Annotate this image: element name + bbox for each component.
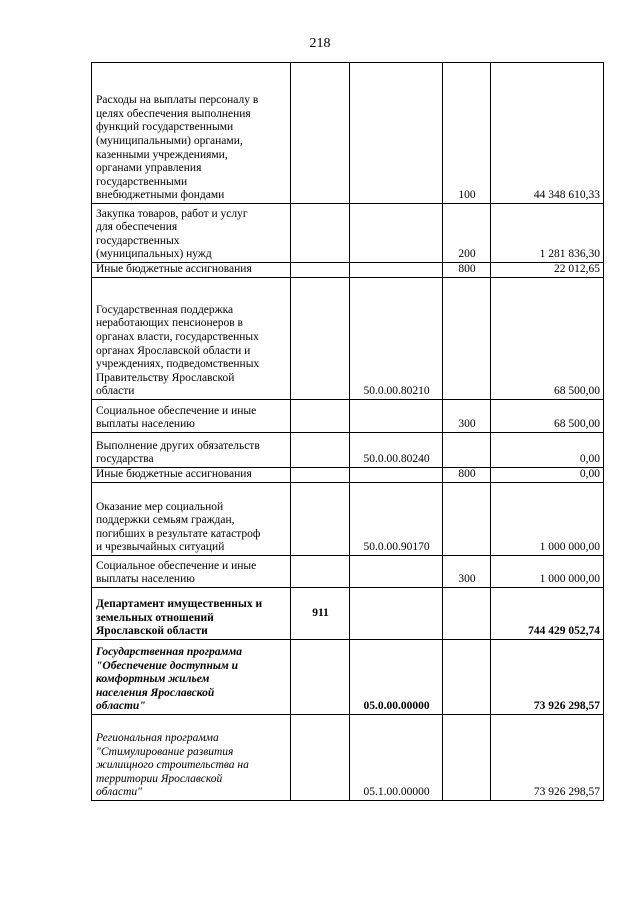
row-target-article-cell <box>350 63 443 204</box>
row-amount-cell: 68 500,00 <box>491 400 604 433</box>
page-number: 218 <box>309 36 331 51</box>
row-name-cell <box>92 640 291 715</box>
row-name-text: Департамент имущественных и земельных отношений Ярославской области <box>96 598 263 638</box>
row-expense-type-cell <box>443 278 491 400</box>
row-amount-cell: 68 500,00 <box>491 278 604 400</box>
row-amount-cell: 744 429 052,74 <box>491 588 604 640</box>
row-name-text: Иные бюджетные ассигнования <box>96 263 252 276</box>
row-name-text: Социальное обеспечение и иные выплаты населению <box>96 404 257 431</box>
row-department-code-cell <box>291 278 350 400</box>
row-department-code-cell <box>291 483 350 556</box>
row-department-code-cell <box>291 640 350 715</box>
table-row <box>92 468 604 483</box>
row-expense-type-cell: 200 <box>443 204 491 263</box>
row-target-article-cell: 50.0.00.80210 <box>350 278 443 400</box>
row-target-article-cell <box>350 263 443 278</box>
table-row <box>92 204 604 263</box>
row-name-cell <box>92 483 291 556</box>
row-name-cell <box>92 278 291 400</box>
table-row <box>92 483 604 556</box>
row-department-code-cell <box>291 468 350 483</box>
row-expense-type-cell <box>443 483 491 556</box>
table-row <box>92 556 604 588</box>
row-name-cell <box>92 433 291 468</box>
row-name-cell <box>92 715 291 801</box>
table-row <box>92 640 604 715</box>
row-name-text: Закупка товаров, работ и услуг для обеспечения государственных (муниципальных) нужд <box>96 207 248 261</box>
row-expense-type-cell <box>443 588 491 640</box>
row-expense-type-cell: 100 <box>443 63 491 204</box>
table-row <box>92 588 604 640</box>
table-row <box>92 400 604 433</box>
row-name-text: Иные бюджетные ассигнования <box>96 468 252 481</box>
row-target-article-cell <box>350 204 443 263</box>
row-department-code-cell <box>291 263 350 278</box>
row-name-cell <box>92 556 291 588</box>
row-name-cell <box>92 263 291 278</box>
row-name-cell <box>92 204 291 263</box>
row-expense-type-cell <box>443 433 491 468</box>
row-target-article-cell: 50.0.00.90170 <box>350 483 443 556</box>
row-department-code-cell <box>291 433 350 468</box>
row-name-text: Государственная программа "Обеспечение доступным и комфортным жильем населения Ярославской области" <box>96 646 243 713</box>
row-target-article-cell <box>350 556 443 588</box>
row-amount-cell: 0,00 <box>491 468 604 483</box>
row-department-code-cell <box>291 715 350 801</box>
budget-table <box>91 62 604 801</box>
row-name-cell <box>92 63 291 204</box>
budget-table-body <box>92 63 604 801</box>
row-expense-type-cell: 800 <box>443 468 491 483</box>
row-department-code-cell <box>291 63 350 204</box>
table-row <box>92 715 604 801</box>
row-name-text: Расходы на выплаты персоналу в целях обеспечения выполнения функций государственными (муниципальными) органами, казенными учреждениями, органами управления государственными внебюджетными фондами <box>96 94 259 202</box>
table-row <box>92 278 604 400</box>
row-name-cell <box>92 468 291 483</box>
row-department-code-cell <box>291 400 350 433</box>
row-expense-type-cell <box>443 640 491 715</box>
row-name-cell <box>92 588 291 640</box>
row-target-article-cell: 05.0.00.00000 <box>350 640 443 715</box>
row-name-text: Государственная поддержка неработающих пенсионеров в органах власти, государственных органах Ярославской области и учреждениях, подведомственных Правительству Ярославской области <box>96 303 260 398</box>
row-amount-cell: 44 348 610,33 <box>491 63 604 204</box>
table-row <box>92 263 604 278</box>
table-row <box>92 63 604 204</box>
row-amount-cell: 22 012,65 <box>491 263 604 278</box>
row-expense-type-cell: 300 <box>443 400 491 433</box>
row-expense-type-cell <box>443 715 491 801</box>
row-name-text: Оказание мер социальной поддержки семьям граждан, погибших в результате катастроф и чрезвычайных ситуаций <box>96 500 261 554</box>
row-name-text: Социальное обеспечение и иные выплаты населению <box>96 559 257 586</box>
row-department-code-cell <box>291 204 350 263</box>
row-amount-cell: 73 926 298,57 <box>491 640 604 715</box>
row-target-article-cell <box>350 588 443 640</box>
row-amount-cell: 0,00 <box>491 433 604 468</box>
row-expense-type-cell: 300 <box>443 556 491 588</box>
row-name-text: Региональная программа "Стимулирование развития жилищного строительства на территории Ярославской области" <box>96 732 249 799</box>
row-amount-cell: 1 000 000,00 <box>491 483 604 556</box>
row-name-text: Выполнение других обязательств государства <box>96 439 260 466</box>
row-target-article-cell: 50.0.00.80240 <box>350 433 443 468</box>
row-target-article-cell: 05.1.00.00000 <box>350 715 443 801</box>
row-amount-cell: 1 281 836,30 <box>491 204 604 263</box>
row-department-code-cell <box>291 556 350 588</box>
row-department-code-cell: 911 <box>291 588 350 640</box>
table-row <box>92 433 604 468</box>
row-target-article-cell <box>350 400 443 433</box>
row-name-cell <box>92 400 291 433</box>
row-expense-type-cell: 800 <box>443 263 491 278</box>
row-target-article-cell <box>350 468 443 483</box>
row-amount-cell: 1 000 000,00 <box>491 556 604 588</box>
row-amount-cell: 73 926 298,57 <box>491 715 604 801</box>
